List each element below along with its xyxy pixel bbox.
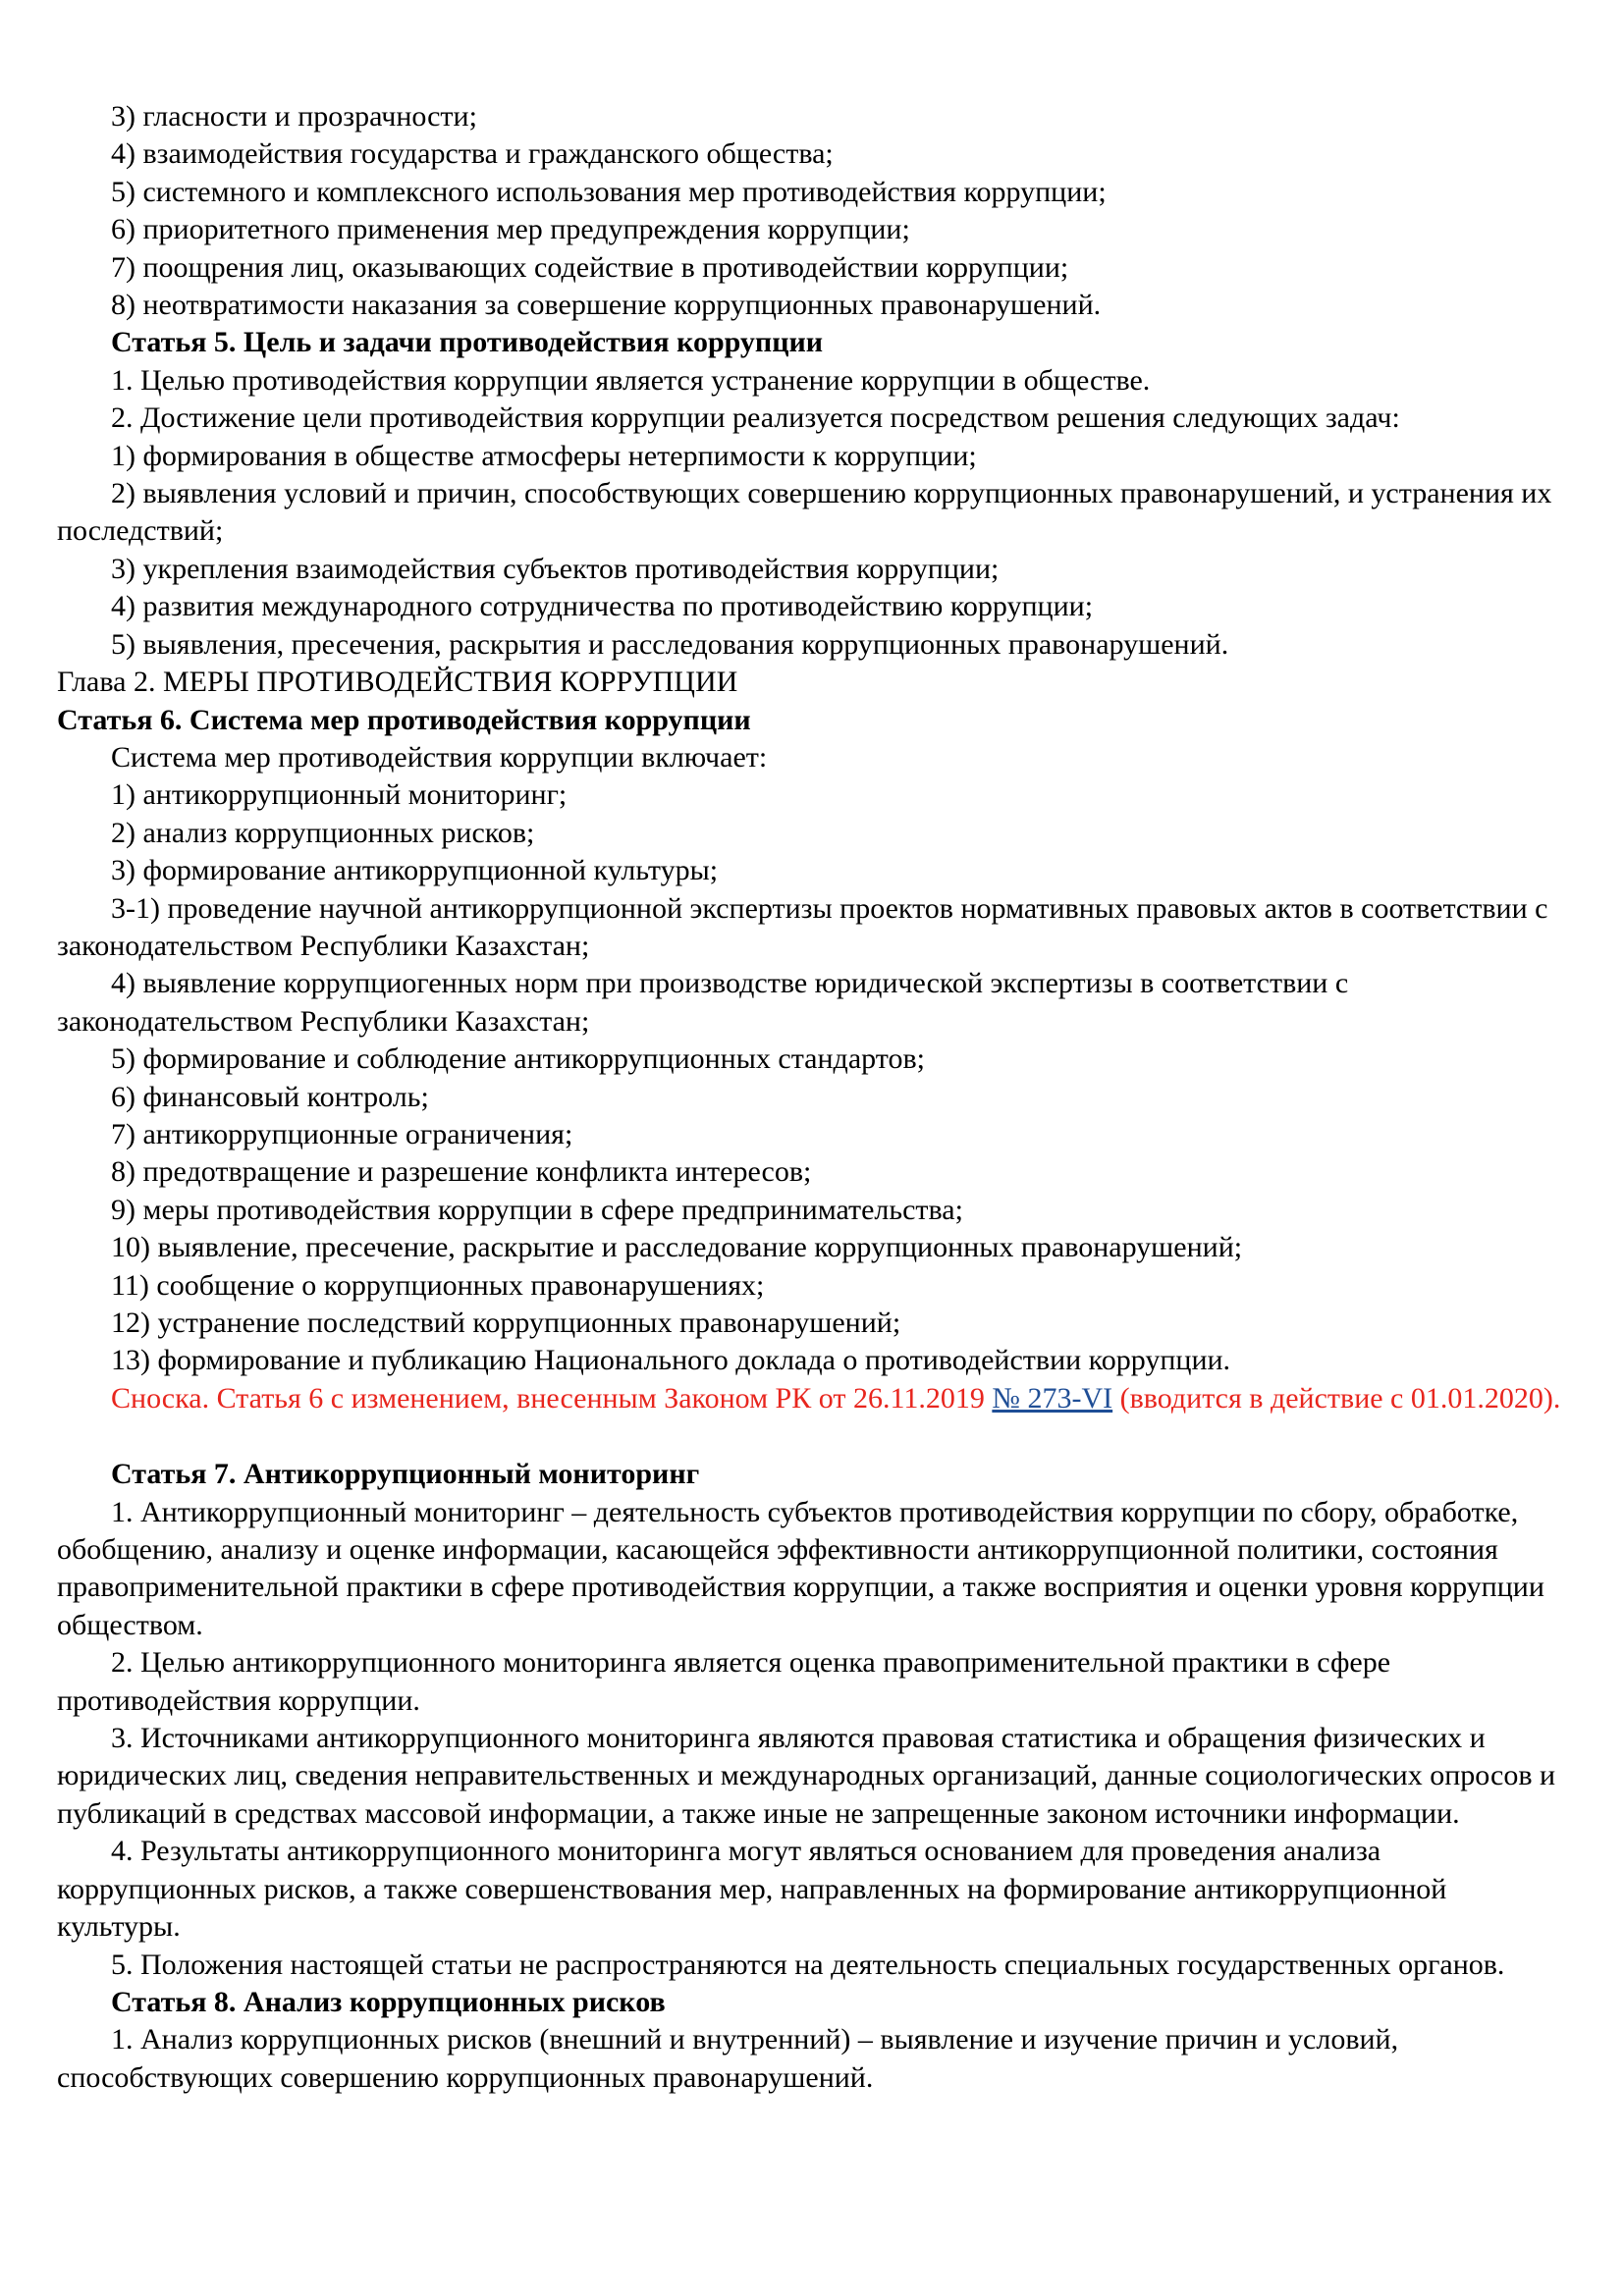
article-7-heading: Статья 7. Антикоррупционный мониторинг: [111, 1458, 700, 1491]
list-item: 8) предотвращение и разрешение конфликта интересов;: [111, 1155, 812, 1189]
list-item: 3-1) проведение научной антикоррупционной экспертизы проектов нормативных правовых актов в соответствии с законодательством Республики Казахстан;: [57, 891, 1548, 962]
list-item: 5) формирование и соблюдение антикоррупционных стандартов;: [111, 1042, 925, 1076]
paragraph: Система мер противодействия коррупции включает:: [111, 740, 768, 774]
law-link[interactable]: № 273-VI: [992, 1381, 1113, 1415]
chapter-heading: Глава 2. МЕРЫ ПРОТИВОДЕЙСТВИЯ КОРРУПЦИИ: [57, 666, 738, 699]
list-item: 13) формирование и публикацию Национального доклада о противодействии коррупции.: [111, 1344, 1231, 1377]
article-5-heading: Статья 5. Цель и задачи противодействия коррупции: [111, 326, 824, 359]
list-item: 5) выявления, пресечения, раскрытия и расследования коррупционных правонарушений.: [111, 627, 1229, 661]
article-6-heading: Статья 6. Система мер противодействия коррупции: [57, 703, 751, 736]
list-item: 5) системного и комплексного использования мер противодействия коррупции;: [111, 175, 1107, 208]
list-item: 7) антикоррупционные ограничения;: [111, 1117, 573, 1150]
document-page: [57, 98, 1565, 2097]
list-item: 6) приоритетного применения мер предупреждения коррупции;: [111, 213, 910, 246]
list-item: 3) гласности и прозрачности;: [111, 100, 477, 133]
list-item: 9) меры противодействия коррупции в сфере предпринимательства;: [111, 1193, 963, 1226]
paragraph: 2. Достижение цели противодействия коррупции реализуется посредством решения следующих задач:: [111, 401, 1400, 435]
list-item: 12) устранение последствий коррупционных правонарушений;: [111, 1307, 901, 1339]
paragraph: 4. Результаты антикоррупционного мониторинга могут являться основанием для проведения анализа коррупционных рисков, а также совершенствования мер, направленных на формирование антикоррупционной культуры.: [57, 1835, 1447, 1944]
paragraph: 5. Положения настоящей статьи не распространяются на деятельность специальных государственных органов.: [111, 1948, 1505, 1981]
list-item: 2) анализ коррупционных рисков;: [111, 816, 535, 849]
list-item: 4) выявление коррупциогенных норм при производстве юридической экспертизы в соответствии с законодательством Республики Казахстан;: [57, 967, 1349, 1038]
list-item: 6) финансовый контроль;: [111, 1080, 429, 1113]
list-item: 4) развития международного сотрудничества по противодействию коррупции;: [111, 590, 1094, 623]
list-item: 1) формирования в обществе атмосферы нетерпимости к коррупции;: [111, 439, 977, 472]
paragraph: 1. Анализ коррупционных рисков (внешний и внутренний) – выявление и изучение причин и условий, способствующих совершению коррупционных правонарушений.: [57, 2023, 1399, 2094]
paragraph: 3. Источниками антикоррупционного мониторинга являются правовая статистика и обращения физических и юридических лиц, сведения неправительственных и международных организаций, данные социологических опросов и публикаций в средствах массовой информации, а также иные не запрещенные законом источники информации.: [57, 1722, 1556, 1830]
paragraph: 1. Целью противодействия коррупции является устранение коррупции в обществе.: [111, 363, 1151, 397]
list-item: 2) выявления условий и причин, способствующих совершению коррупционных правонарушений, и устранения их последствий;: [57, 477, 1552, 548]
list-item: 8) неотвратимости наказания за совершение коррупционных правонарушений.: [111, 289, 1102, 322]
paragraph: 1. Антикоррупционный мониторинг – деятельность субъектов противодействия коррупции по сбору, обработке, обобщению, анализу и оценке информации, касающейся эффективности антикоррупционной политики, состояния правоприменительной практики в сфере противодействия коррупции, а также восприятия и оценки уровня коррупции обществом.: [57, 1495, 1544, 1641]
spacer: [57, 1417, 1565, 1456]
footnote-text-end: (вводится в действие с 01.01.2020).: [1112, 1381, 1561, 1415]
article-8-heading: Статья 8. Анализ коррупционных рисков: [111, 1985, 666, 2018]
paragraph: 2. Целью антикоррупционного мониторинга является оценка правоприменительной практики в сфере противодействия коррупции.: [57, 1646, 1391, 1717]
list-item: 10) выявление, пресечение, раскрытие и расследование коррупционных правонарушений;: [111, 1231, 1243, 1264]
list-item: 1) антикоррупционный мониторинг;: [111, 778, 568, 812]
list-item: 3) укрепления взаимодействия субъектов противодействия коррупции;: [111, 552, 1000, 585]
footnote-text: Сноска. Статья 6 с изменением, внесенным Законом РК от 26.11.2019: [111, 1381, 993, 1415]
list-item: 11) сообщение о коррупционных правонарушениях;: [111, 1268, 765, 1302]
list-item: 3) формирование антикоррупционной культуры;: [111, 854, 719, 887]
list-item: 7) поощрения лиц, оказывающих содействие в противодействии коррупции;: [111, 250, 1069, 284]
list-item: 4) взаимодействия государства и гражданского общества;: [111, 137, 834, 171]
footnote: [57, 1380, 1565, 1417]
